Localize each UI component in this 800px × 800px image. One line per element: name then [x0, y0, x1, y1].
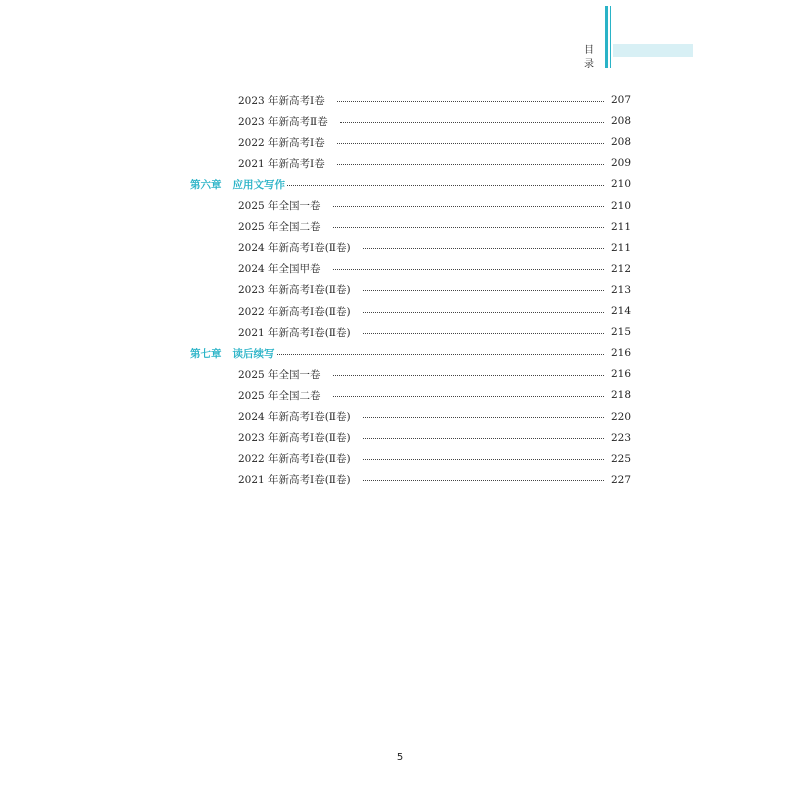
toc-entry-row[interactable]: [238, 217, 631, 237]
entry-title: 2021 年新高考Ⅰ卷(Ⅱ卷): [238, 474, 351, 487]
dot-leader: [363, 333, 604, 334]
entry-title: 2023 年新高考Ⅰ卷(Ⅱ卷): [238, 432, 351, 445]
page-ref: 210: [610, 178, 631, 191]
dot-leader: [337, 164, 604, 165]
page-ref: 227: [610, 473, 631, 486]
chapter-number: 第六章: [190, 178, 222, 191]
page-ref: 214: [610, 305, 631, 317]
page-ref: 216: [610, 368, 631, 381]
dot-leader: [337, 143, 604, 144]
entry-title: 2025 年全国一卷: [238, 200, 321, 212]
section-title: 目 录: [584, 45, 600, 70]
toc-entry-row[interactable]: [238, 280, 631, 300]
page-ref: 223: [610, 431, 631, 444]
entry-title: 2025 年全国一卷: [238, 368, 321, 381]
entry-title: 2024 年新高考Ⅰ卷(Ⅱ卷): [238, 411, 351, 423]
chapter-number: 第七章: [190, 347, 222, 360]
dot-leader: [363, 248, 604, 249]
toc-entry-row[interactable]: [238, 407, 631, 427]
page-ref: 211: [610, 220, 631, 233]
dot-leader: [363, 290, 604, 291]
entry-title: 2022 年新高考Ⅰ卷: [238, 136, 325, 149]
page-ref: 216: [610, 347, 631, 360]
page-ref: 215: [610, 326, 631, 339]
page-ref: 212: [610, 262, 631, 275]
toc-entry-row[interactable]: [238, 385, 631, 405]
toc-entry-row[interactable]: [238, 153, 631, 173]
entry-title: 2023 年新高考Ⅰ卷(Ⅱ卷): [238, 284, 351, 297]
dot-leader: [337, 101, 604, 102]
toc-entry-row[interactable]: [238, 301, 631, 321]
toc-entry-row[interactable]: [238, 111, 631, 131]
toc-entry-row[interactable]: [238, 322, 631, 342]
entry-title: 2022 年新高考Ⅰ卷(Ⅱ卷): [238, 305, 351, 318]
page-number: 5: [396, 752, 404, 763]
toc-entry-row[interactable]: [238, 90, 631, 110]
dot-leader: [340, 122, 604, 123]
toc-entry-row[interactable]: [238, 428, 631, 448]
dot-leader: [363, 459, 604, 460]
page-ref: 225: [610, 452, 631, 465]
page-ref: 213: [610, 283, 631, 296]
toc-entry-row[interactable]: [238, 196, 631, 216]
dot-leader: [363, 438, 604, 439]
page-ref: 209: [610, 157, 631, 170]
dot-leader: [333, 375, 604, 376]
entry-title: 2023 年新高考Ⅰ卷: [238, 94, 325, 107]
chapter-title: 读后续写: [232, 347, 275, 360]
entry-title: 2022 年新高考Ⅰ卷(Ⅱ卷): [238, 453, 351, 466]
dot-leader: [287, 185, 604, 186]
toc-chapter-row[interactable]: [190, 343, 631, 363]
toc-entry-row[interactable]: [238, 132, 631, 152]
entry-title: 2021 年新高考Ⅰ卷: [238, 157, 325, 170]
toc-entry-row[interactable]: [238, 470, 631, 490]
chapter-title: 应用文写作: [232, 178, 285, 191]
dot-leader: [363, 480, 604, 481]
page-ref: 210: [610, 199, 631, 212]
dot-leader: [333, 227, 604, 228]
dot-leader: [333, 206, 604, 207]
page-ref: 211: [610, 241, 631, 254]
entry-title: 2021 年新高考Ⅰ卷(Ⅱ卷): [238, 326, 351, 339]
entry-title: 2024 年全国甲卷: [238, 263, 321, 276]
dot-leader: [277, 354, 605, 355]
page-ref: 207: [610, 94, 631, 106]
dot-leader: [363, 312, 604, 313]
entry-title: 2025 年全国二卷: [238, 221, 321, 234]
entry-title: 2024 年新高考Ⅰ卷(Ⅱ卷): [238, 242, 351, 255]
entry-title: 2023 年新高考Ⅱ卷: [238, 115, 328, 128]
toc-entry-row[interactable]: [238, 449, 631, 469]
page-ref: 208: [610, 115, 631, 128]
toc-entry-row[interactable]: [238, 364, 631, 384]
toc-chapter-row[interactable]: [190, 174, 631, 194]
dot-leader: [333, 269, 604, 270]
page-ref: 208: [610, 136, 631, 149]
dot-leader: [363, 417, 604, 418]
entry-title: 2025 年全国二卷: [238, 389, 321, 402]
page-ref: 220: [610, 410, 631, 423]
toc-entry-row[interactable]: [238, 238, 631, 258]
dot-leader: [333, 396, 604, 397]
toc-entry-row[interactable]: [238, 259, 631, 279]
page-ref: 218: [610, 389, 631, 402]
